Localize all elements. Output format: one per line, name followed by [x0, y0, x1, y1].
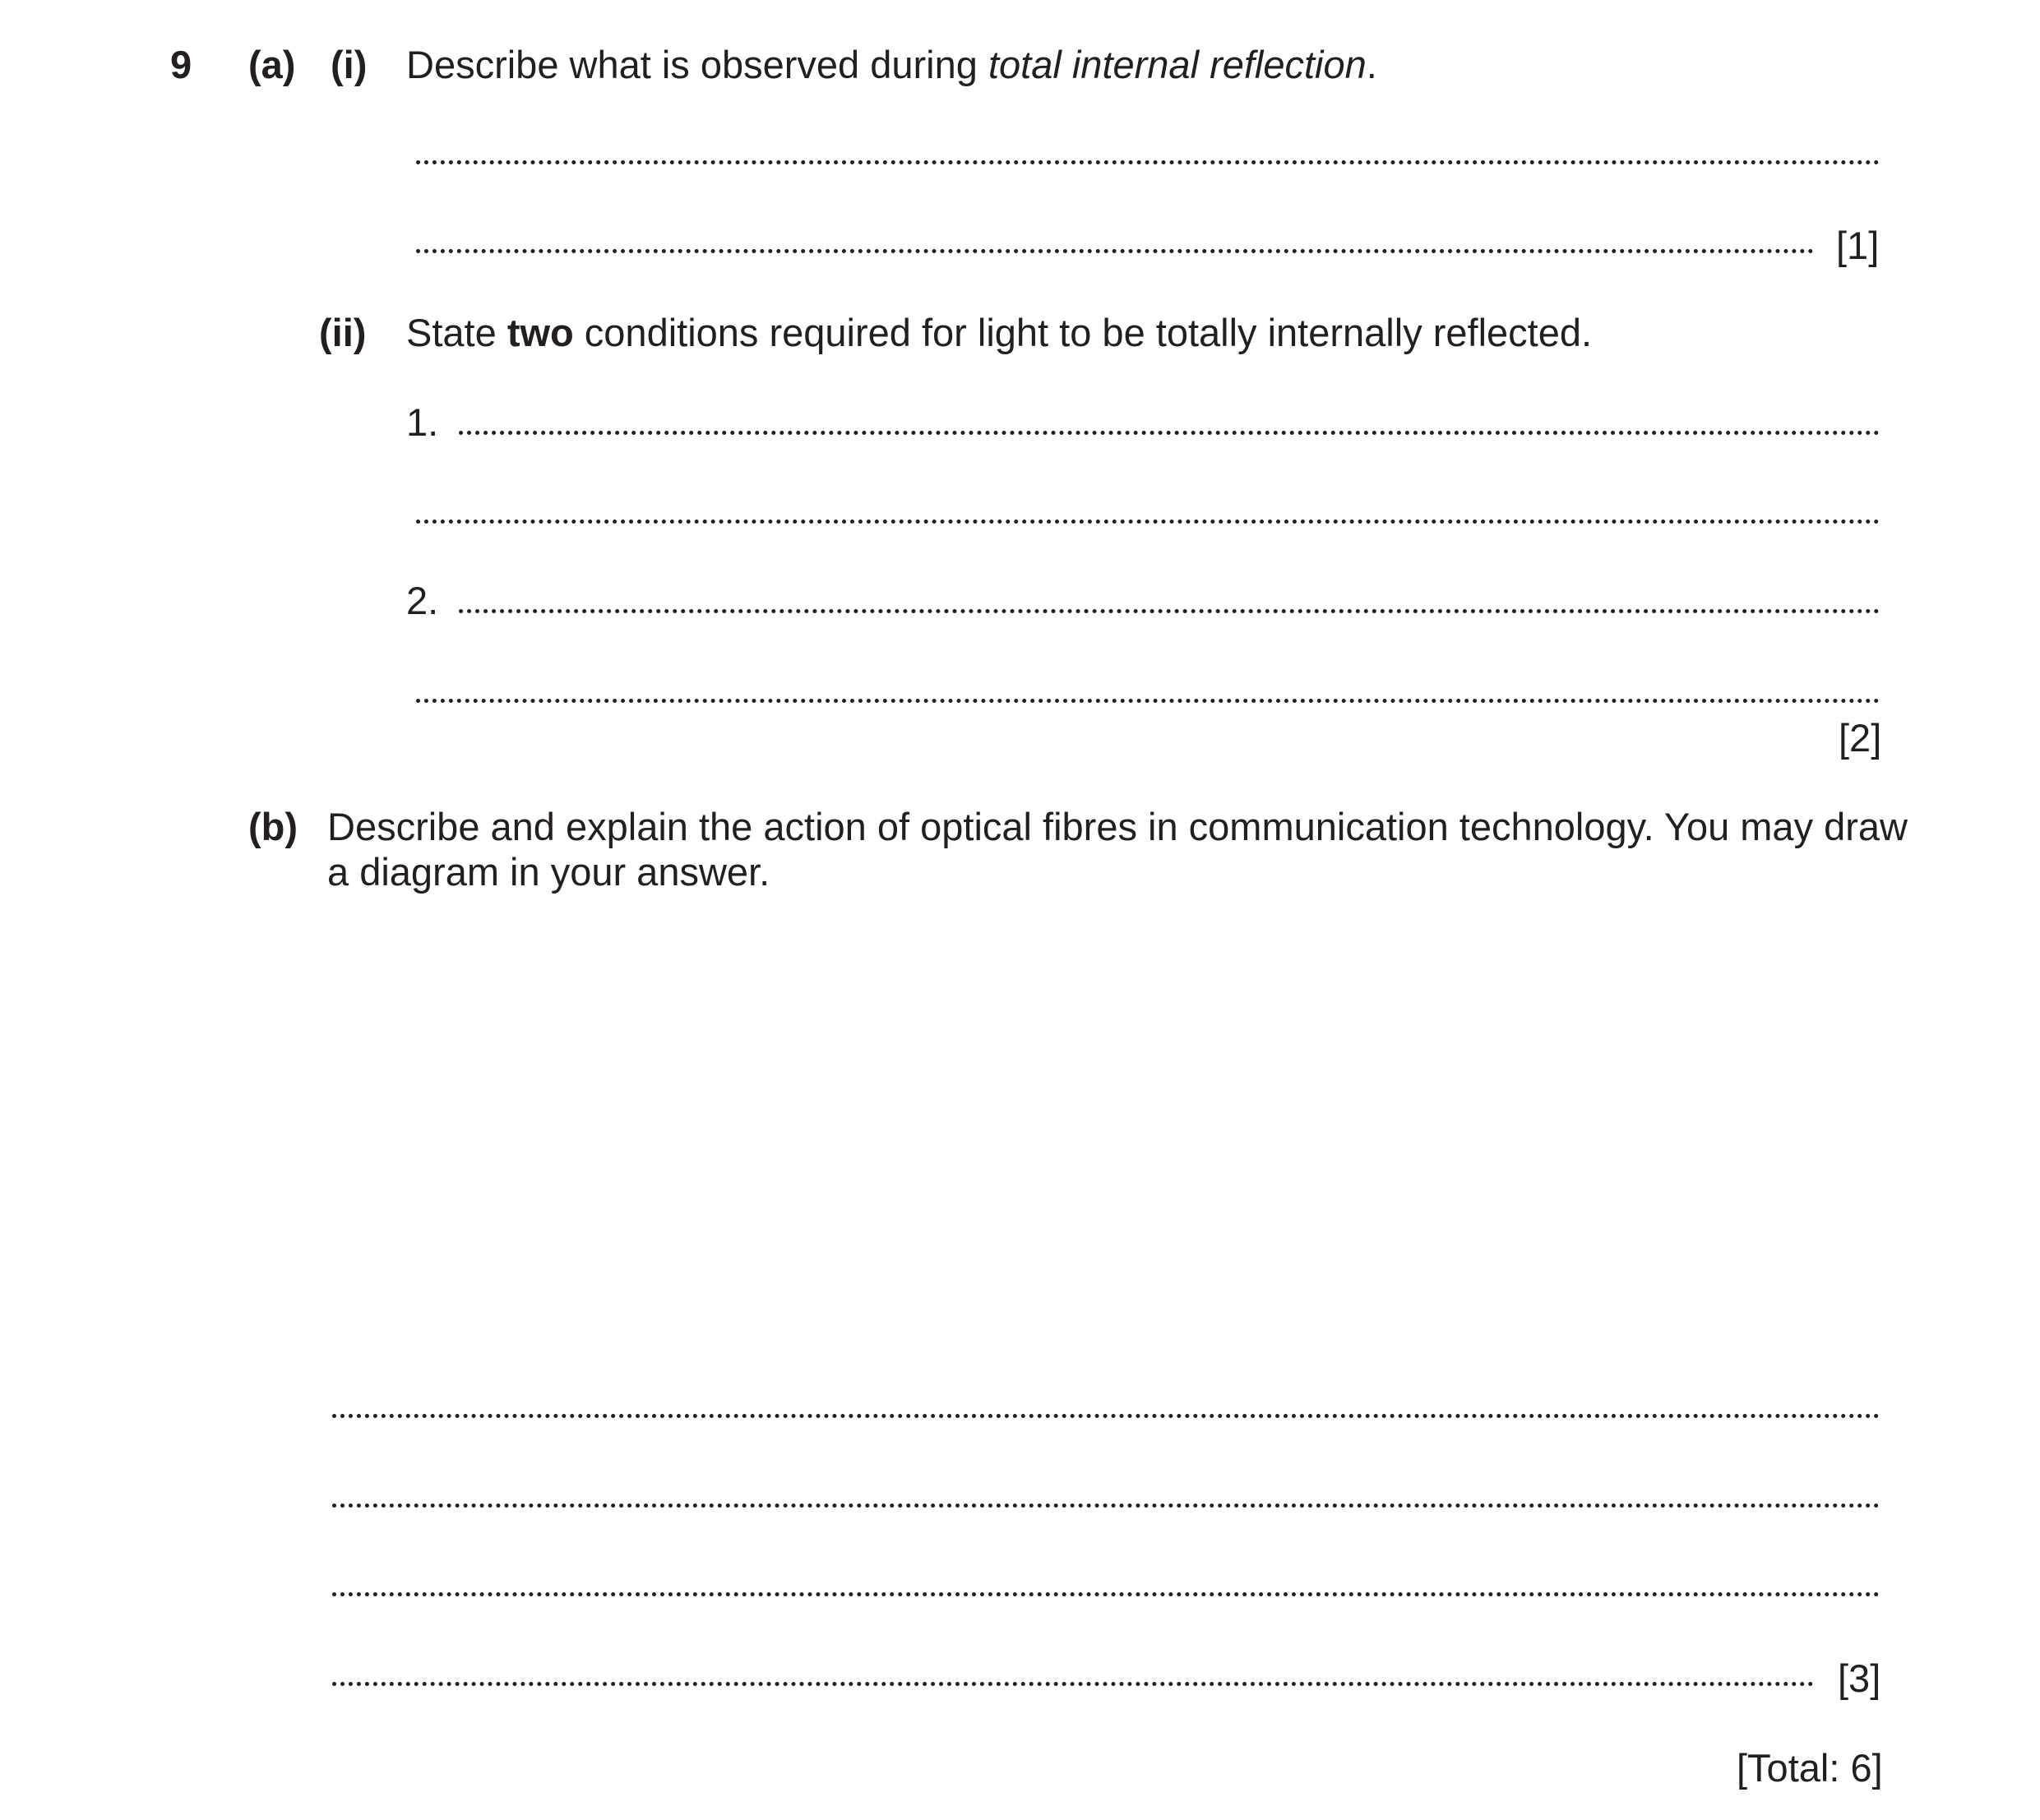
- part-a-label: (a): [248, 43, 296, 86]
- part-b-label: (b): [248, 805, 298, 848]
- sub-ii-question: [406, 313, 1592, 352]
- condition-2-number: 2.: [406, 579, 439, 622]
- answer-line[interactable]: [459, 609, 1880, 613]
- part-b-question-line-2: a diagram in your answer.: [327, 850, 770, 894]
- sub-i-label: (i): [331, 43, 368, 86]
- answer-line[interactable]: [332, 1592, 1880, 1596]
- question-number: 9: [170, 43, 192, 86]
- part-b-question-line-1: Describe and explain the action of optical fibres in communication technology. You may draw: [327, 805, 1908, 848]
- answer-line[interactable]: [332, 1682, 1814, 1686]
- answer-line[interactable]: [416, 699, 1880, 703]
- answer-line[interactable]: [416, 249, 1814, 253]
- diagram-space[interactable]: [327, 912, 1881, 1373]
- answer-line[interactable]: [416, 160, 1880, 164]
- sub-i-text-before: Describe what is observed during: [406, 43, 988, 86]
- sub-ii-text-bold: two: [507, 311, 574, 354]
- mark-allocation: [3]: [1838, 1656, 1881, 1700]
- mark-allocation: [1]: [1836, 224, 1880, 267]
- answer-line[interactable]: [416, 520, 1880, 524]
- answer-line[interactable]: [332, 1414, 1880, 1418]
- sub-i-text-after: .: [1366, 43, 1377, 86]
- sub-ii-label: (ii): [319, 311, 367, 354]
- answer-line[interactable]: [332, 1504, 1880, 1508]
- sub-ii-text-after: conditions required for light to be totally internally reflected.: [573, 311, 1593, 354]
- sub-ii-text-before: State: [406, 311, 507, 354]
- sub-i-text-italic: total internal reflection: [988, 43, 1367, 86]
- mark-allocation: [2]: [1839, 716, 1882, 760]
- condition-1-number: 1.: [406, 400, 439, 444]
- sub-i-question: [406, 45, 1377, 84]
- total-marks: [Total: 6]: [1737, 1746, 1883, 1790]
- answer-line[interactable]: [459, 431, 1880, 435]
